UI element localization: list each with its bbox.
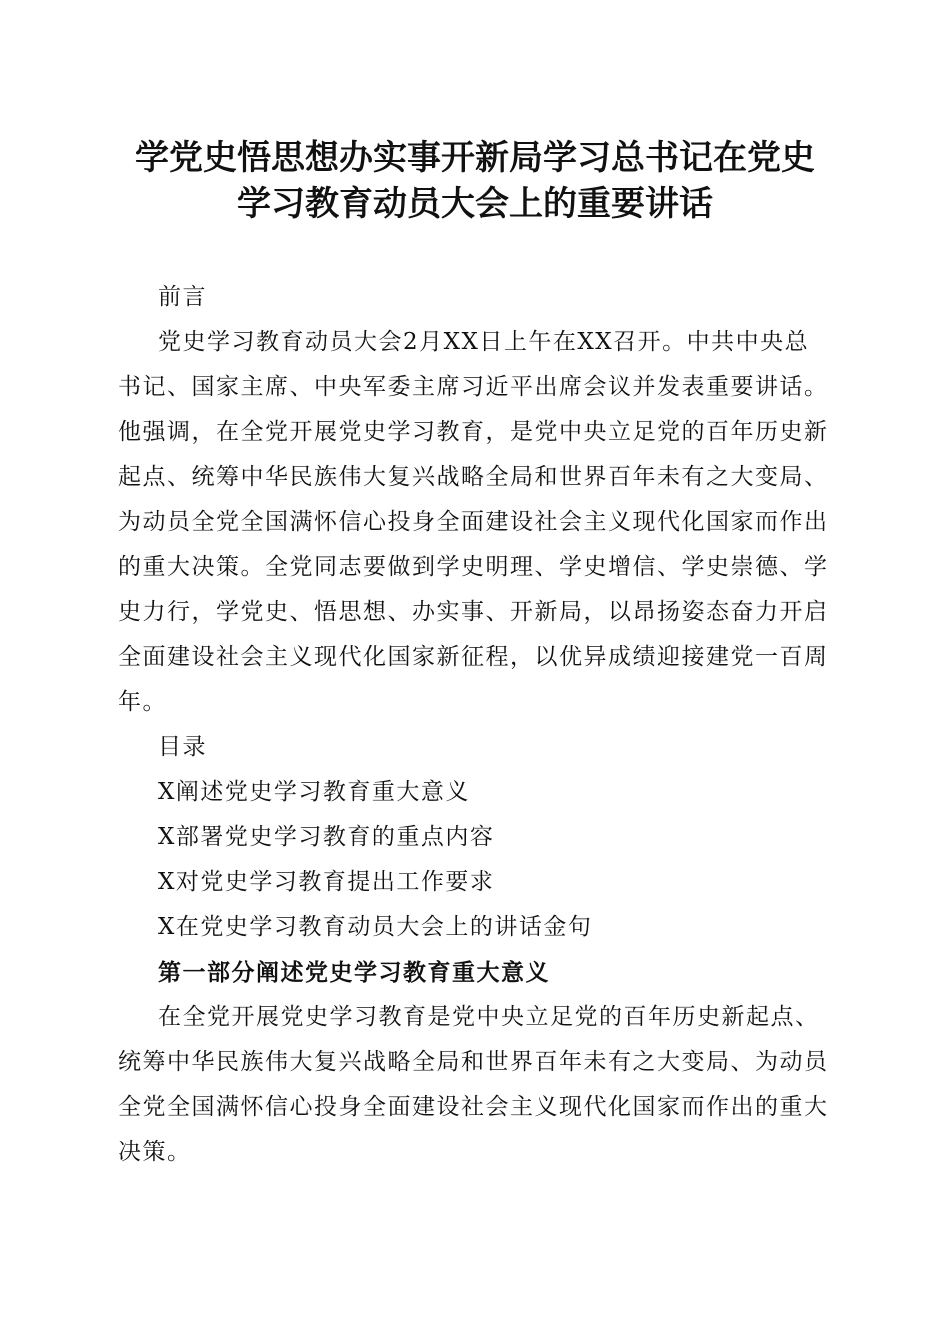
document-title-line-1: 学党史悟思想办实事开新局学习总书记在党史 [135,138,815,178]
toc-item: X对党史学习教育提出工作要求 [158,869,495,895]
preface-label: 前言 [158,284,207,310]
toc-item: X在党史学习教育动员大会上的讲话金句 [158,914,593,940]
toc-item: X阐述党史学习教育重大意义 [158,779,470,805]
toc-label: 目录 [158,734,207,760]
part-one-paragraph: 在全党开展党史学习教育是党中央立足党的百年历史新起点、统筹中华民族伟大复兴战略全局和世界百年未有之大变局、为动员全党全国满怀信心投身全面建设社会主义现代化国家而作出的重大决策。 [118,1004,829,1165]
toc-item: X部署党史学习教育的重点内容 [158,824,495,850]
document-body [118,275,830,1175]
part-one-heading: 第一部分阐述党史学习教育重大意义 [158,959,550,986]
document-title-line-2: 学习教育动员大会上的重要讲话 [237,184,713,224]
preface-paragraph: 党史学习教育动员大会2月XX日上午在XX召开。中共中央总书记、国家主席、中央军委主席习近平出席会议并发表重要讲话。他强调，在全党开展党史学习教育，是党中央立足党的百年历史新起点、统筹中华民族伟大复兴战略全局和世界百年未有之大变局、为动员全党全国满怀信心投身全面建设社会主义现代化国家而作出的重大决策。全党同志要做到学史明理、学史增信、学史崇德、学史力行，学党史、悟思想、办实事、开新局，以昂扬姿态奋力开启全面建设社会主义现代化国家新征程，以优异成绩迎接建党一百周年。 [118,329,829,715]
